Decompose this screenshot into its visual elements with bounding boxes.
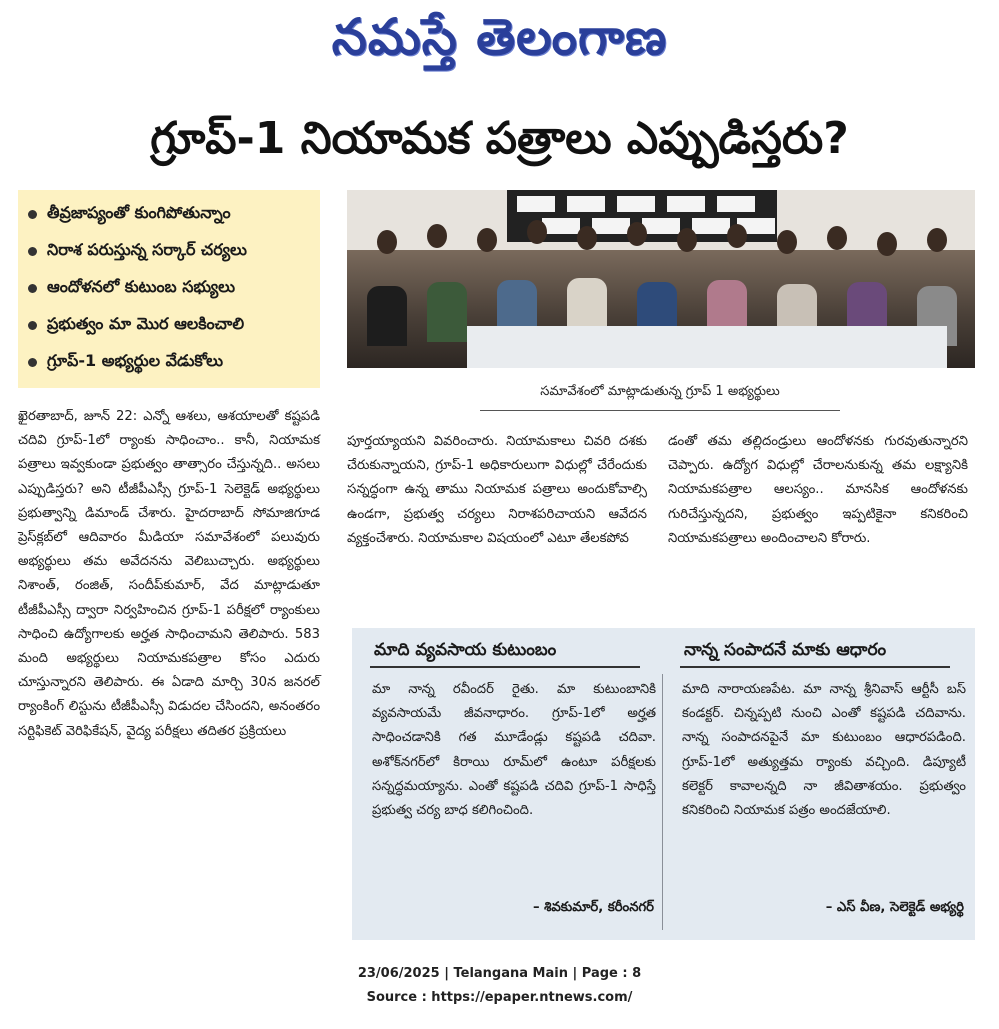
article-headline: గ్రూప్-1 నియామక పత్రాలు ఎప్పుడిస్తరు? [150, 113, 849, 164]
box-body: మా నాన్న రవీందర్ రైతు. మా కుటుంబానికి వ్యవసాయమే జీవనాధారం. గ్రూప్-1లో అర్హత సాధించడానికి గత మూడేండ్లు కష్టపడి చదివా. అశోక్‌నగర్‌లో కిరాయి రూమ్‌లో ఉంటూ పరీక్షలకు సన్నద్ధమయ్యాను. ఎంతో కష్టపడి చదివి గ్రూప్-1 సాధిస్తే ప్రభుత్వ చర్య బాధ కలిగించింది. [372, 682, 656, 819]
article-column-1: ఖైరతాబాద్, జూన్ 22: ఎన్నో ఆశలు, ఆశయాలతో కష్టపడి చదివి గ్రూప్-1లో ర్యాంకు సాధించాం.. కానీ, నియామక పత్రాలు ఇవ్వకుండా ప్రభుత్వం తాత్సారం చేస్తున్నది.. అసలు ఎప్పుడిస్తరు? అని టీజీపీఎస్సీ గ్రూప్-1 సెలెక్టెడ్ అభ్యర్థులు ప్రభుత్వాన్ని డిమాండ్ చేశారు. హైదరాబాద్ సోమాజిగూడ ప్రెస్‌క్లబ్‌లో ఆదివారం మీడియా సమావేశంలో పలువురు అభ్యర్థులు తమ అవేదనను వెలిబుచ్చారు. అభ్యర్థులు నిశాంత్, రంజిత్, సందీప్‌కుమార్, వేద మాట్లాడుతూ టీజీపీఎస్సీ ద్వారా నిర్వహించిన గ్రూప్-1 పరీక్షలో ర్యాంకులు సాధించి ఉద్యోగాలకు అర్హత సాధించామని తెలిపారు. 583 మంది అభ్యర్థులు నియామకపత్రాల కోసం ఎదురు చూస్తున్నారని తెలిపారు. ఈ ఏడాది మార్చి 30న జనరల్ ర్యాంకింగ్ లిస్టును టీజీపీఎస్సీ విడుదల చేసిందని, అనంతరం సర్టిఫికెట్ వెరిఫికేషన్, వైద్య పరీక్షలు తదితర ప్రక్రియలు [18, 409, 320, 739]
article-column-3: డంతో తమ తల్లిదండ్రులు ఆందోళనకు గురవుతున్నారని చెప్పారు. ఉద్యోగ విధుల్లో చేరాలనుకున్న తమ లక్ష్యానికి నియామకపత్రాల ఆలస్యం.. మానసిక ఆందోళనకు గురిచేస్తున్నదని, ప్రభుత్వం ఇప్పటికైనా కనికరించి నియామకపత్రాలు అందించాలని కోరారు. [668, 434, 968, 546]
testimonial-box-left [360, 628, 662, 940]
box-title: మాది వ్యవసాయ కుటుంబం [374, 640, 557, 660]
news-photo [347, 190, 975, 368]
bullet-dot-icon [28, 321, 37, 330]
footer-source: Source : https://epaper.ntnews.com/ [366, 990, 633, 1005]
box-title: నాన్న సంపాదనే మాకు ఆధారం [684, 640, 887, 660]
bullet-dot-icon [28, 358, 37, 367]
highlights-box [18, 190, 320, 388]
testimonial-boxes [352, 628, 975, 940]
testimonial-box-right [670, 628, 972, 940]
highlight-item: నిరాశ పరుస్తున్న సర్కార్ చర్యలు [28, 233, 312, 270]
bullet-dot-icon [28, 210, 37, 219]
title-underline [370, 666, 640, 668]
highlight-item: గ్రూప్-1 అభ్యర్థుల వేడుకోలు [28, 344, 312, 381]
newspaper-masthead: నమస్తే తెలంగాణ [331, 8, 668, 66]
bullet-dot-icon [28, 247, 37, 256]
article-column-2: పూర్తయ్యాయని వివరించారు. నియామకాలు చివరి దశకు చేరుకున్నాయని, గ్రూప్-1 అధికారులుగా విధుల్లో చేరేందుకు సన్నద్ధంగా ఉన్న తాము నియామక పత్రాలు అందుకోవాల్సి ఉండగా, ప్రభుత్వ చర్యలు నిరాశపరిచాయని ఆవేదన వ్యక్తంచేశారు. నియామకాల విషయంలో ఎటూ తేలకపోవ [347, 434, 647, 546]
photo-caption: సమావేశంలో మాట్లాడుతున్న గ్రూప్ 1 అభ్యర్థులు [480, 380, 840, 411]
column-divider [662, 674, 663, 930]
box-signature: – ఎస్ వీణ, సెలెక్టెడ్ అభ్యర్థి [825, 900, 964, 915]
footer-dateline: 23/06/2025 | Telangana Main | Page : 8 [357, 966, 642, 981]
highlight-item: ప్రభుత్వం మా మొర ఆలకించాలి [28, 307, 312, 344]
highlight-item: తీవ్రజాప్యంతో కుంగిపోతున్నాం [28, 196, 312, 233]
bullet-dot-icon [28, 284, 37, 293]
highlight-item: ఆందోళనలో కుటుంబ సభ్యులు [28, 270, 312, 307]
box-signature: – శివకుమార్, కరీంనగర్ [532, 900, 654, 915]
title-underline [680, 666, 950, 668]
box-body: మాది నారాయణపేట. మా నాన్న శ్రీనివాస్ ఆర్టీసీ బస్ కండక్టర్. చిన్నప్పటి నుంచి ఎంతో కష్టపడి చదివాను. నాన్న సంపాదనపైనే మా కుటుంబం ఆధారపడింది. గ్రూప్-1లో అత్యుత్తమ ర్యాంకు వచ్చింది. డిప్యూటీ కలెక్టర్ కావాలన్నది నా జీవితాశయం. ప్రభుత్వం కనికరించి నియామక పత్రం అందజేయాలి. [682, 682, 966, 819]
